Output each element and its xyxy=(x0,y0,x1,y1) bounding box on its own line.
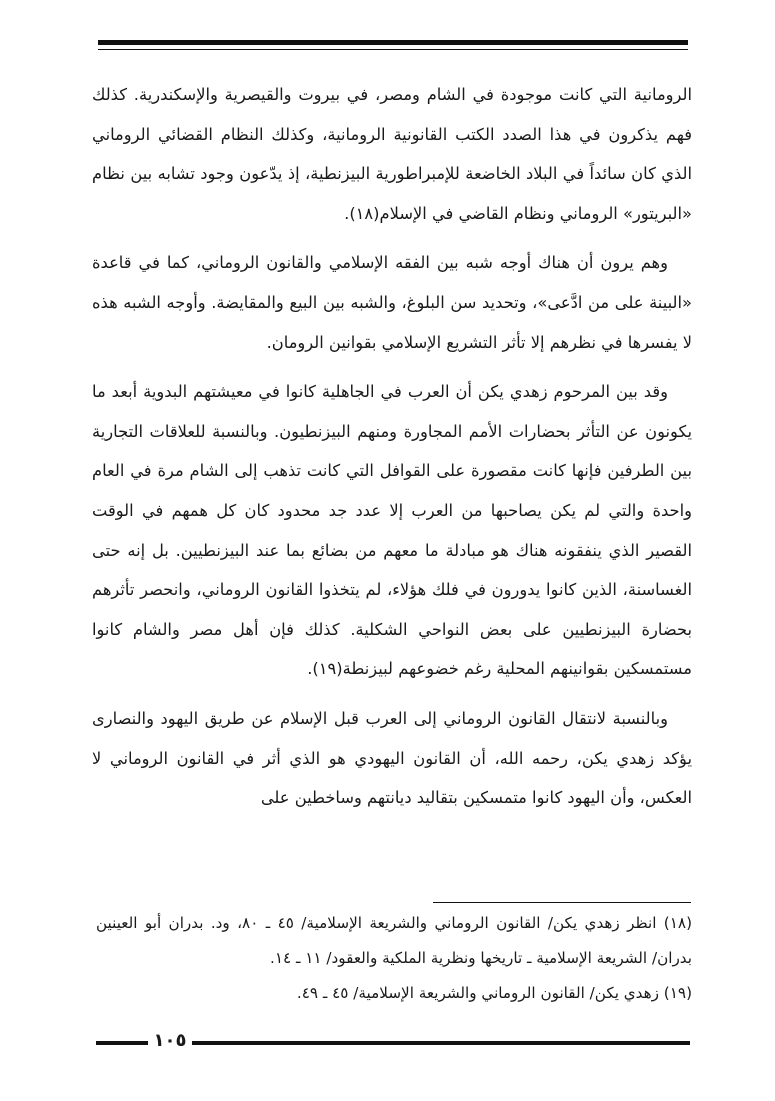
header-rule-thin xyxy=(98,49,688,50)
paragraph-1: الرومانية التي كانت موجودة في الشام ومصر، في بيروت والقيصرية والإسكندرية. كذلك فهم يذكرون في هذا الصدد الكتب القانونية الرومانية، وكذلك النظام القضائي الروماني الذي كان سائداً في البلاد الخاضعة للإمبراطورية البيزنطية، إذ يدّعون وجود تشابه بين نظام «البريتور» الروماني ونظام القاضي في الإسلام(١٨). xyxy=(92,85,692,223)
footnote-18: (١٨) انظر زهدي يكن/ القانون الروماني والشريعة الإسلامية/ ٤٥ ـ ٨٠، ود. بدران أبو العينين بدران/ الشريعة الإسلامية ـ تاريخها ونظرية الملكية والعقود/ ١١ ـ ١٤. xyxy=(96,914,692,967)
footnote-separator xyxy=(433,902,691,903)
footnotes xyxy=(96,906,692,1011)
footer-rule-left xyxy=(96,1041,148,1045)
header-rule-thick xyxy=(98,40,688,45)
paragraph-3: وقد بين المرحوم زهدي يكن أن العرب في الجاهلية كانوا في معيشتهم البدوية أبعد ما يكونون عن التأثر بحضارات الأمم المجاورة ومنهم البيزنطيون. وبالنسبة للعلاقات التجارية بين الطرفين فإنها كانت مقصورة على القوافل التي كانت تذهب إلى الشام مرة في العام واحدة والتي لم يكن يصاحبها من العرب إلا عدد جد محدود كان كل همهم في الوقت القصير الذي ينفقونه هناك هو مبادلة ما معهم من بضائع بما عند البيزنطيين. بل إنه حتى الغساسنة، الذين كانوا يدورون في فلك هؤلاء، لم يتخذوا القانون الروماني، وانحصر تأثرهم بحضارة البيزنطيين على بعض النواحي الشكلية. كذلك فإن أهل مصر والشام كانوا مستمسكين بقوانينهم المحلية رغم خضوعهم لبيزنطة(١٩). xyxy=(92,382,692,679)
main-text xyxy=(92,75,692,828)
footnote-19: (١٩) زهدي يكن/ القانون الروماني والشريعة الإسلامية/ ٤٥ ـ ٤٩. xyxy=(296,984,692,1002)
footer-rule-right xyxy=(192,1041,690,1045)
paragraph-4: وبالنسبة لانتقال القانون الروماني إلى العرب قبل الإسلام عن طريق اليهود والنصارى يؤكد زهدي يكن، رحمه الله، أن القانون اليهودي هو الذي أثر في القانون الروماني لا العكس، وأن اليهود كانوا متمسكين بتقاليد ديانتهم وساخطين على xyxy=(92,708,692,808)
page-footer xyxy=(96,1030,690,1052)
paragraph-2: وهم يرون أن هناك أوجه شبه بين الفقه الإسلامي والقانون الروماني، كما في قاعدة «البينة على من ادَّعى»، وتحديد سن البلوغ، والشبه بين البيع والمقايضة. وأوجه الشبه هذه لا يفسرها في نظرهم إلا تأثر التشريع الإسلامي بقوانين الرومان. xyxy=(92,253,692,352)
page-number: ١٠٥ xyxy=(153,1030,187,1051)
